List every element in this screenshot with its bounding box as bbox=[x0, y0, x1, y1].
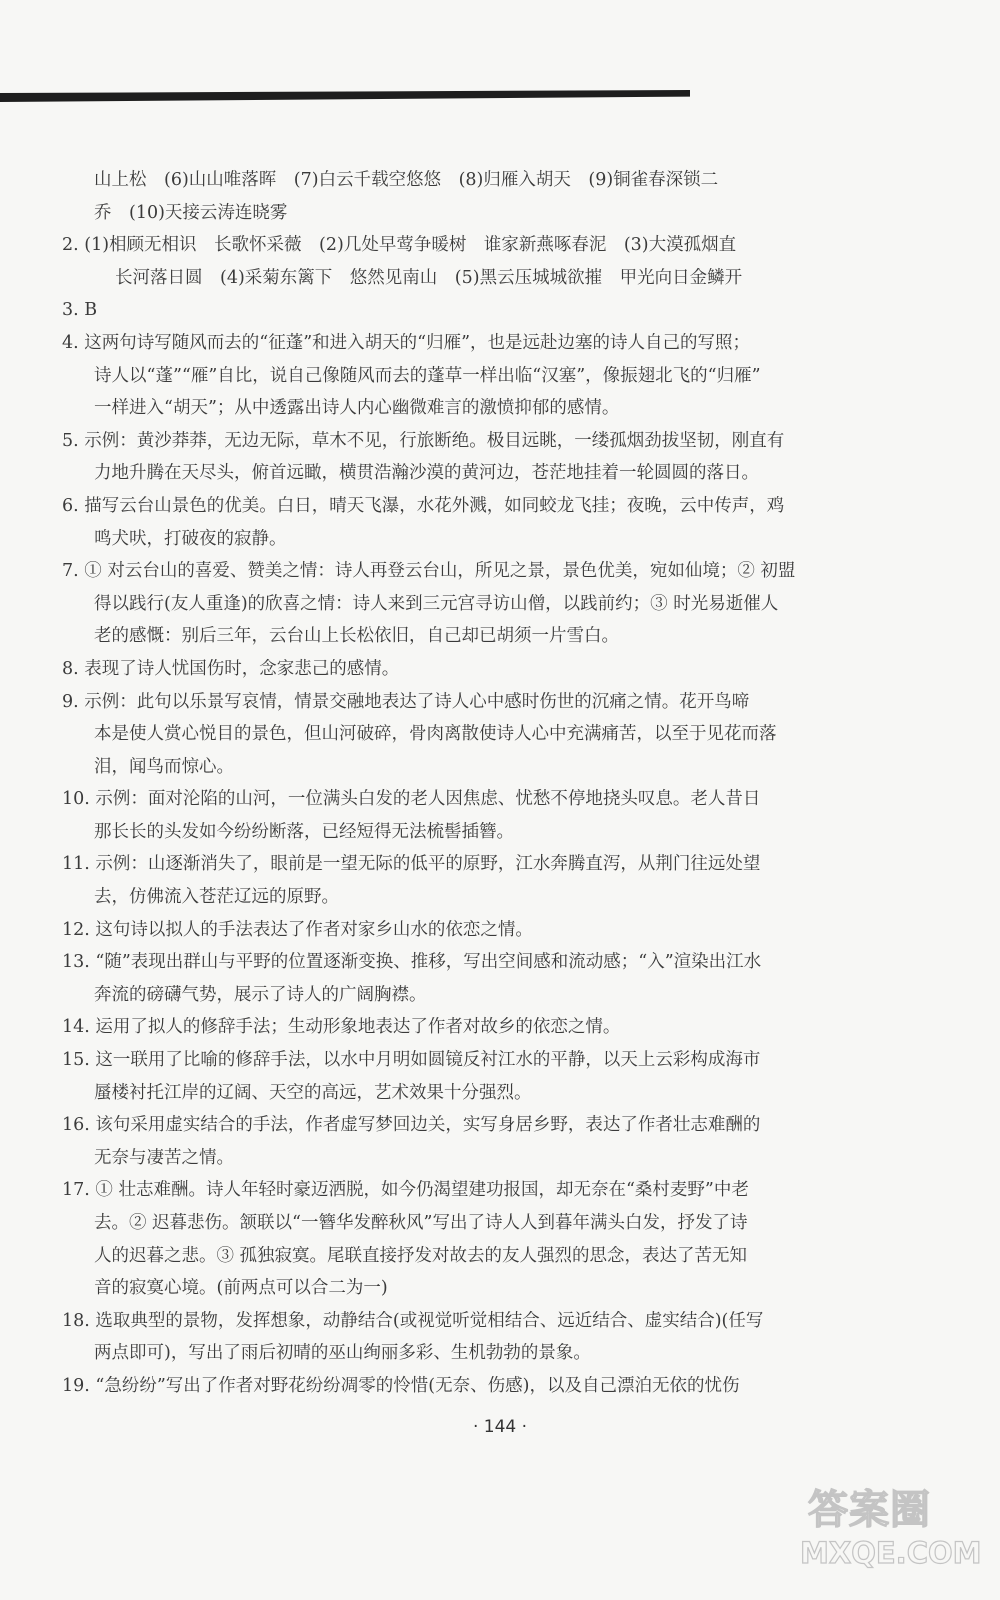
text-line: 4. 这两句诗写随风而去的“征蓬”和进入胡天的“归雁”，也是远赴边塞的诗人自己的写照； bbox=[62, 332, 751, 353]
text-line: 诗人以“蓬”“雁”自比，说自己像随风而去的蓬草一样出临“汉塞”，像振翅北飞的“归雁” bbox=[94, 365, 761, 386]
watermark-chinese: 答案圈 bbox=[808, 1487, 931, 1533]
text-line: 长河落日圆 (4)采菊东篱下 悠然见南山 (5)黑云压城城欲摧 甲光向日金鳞开 bbox=[115, 267, 743, 288]
text-line: 两点即可)，写出了雨后初晴的巫山绚丽多彩、生机勃勃的景象。 bbox=[94, 1343, 591, 1364]
text-line: 那长长的头发如今纷纷断落，已经短得无法梳髻插簪。 bbox=[94, 821, 514, 842]
text-line: 乔 (10)天接云涛连晓雾 bbox=[94, 202, 288, 223]
text-line: 蜃楼衬托江岸的辽阔、天空的高远，艺术效果十分强烈。 bbox=[94, 1082, 532, 1103]
text-line: 鸣犬吠，打破夜的寂静。 bbox=[94, 528, 287, 549]
text-line: 16. 该句采用虚实结合的手法，作者虚写梦回边关，实写身居乡野，表达了作者壮志难酬的 bbox=[62, 1115, 761, 1136]
text-line: 6. 描写云台山景色的优美。白日，晴天飞瀑，水花外溅，如同蛟龙飞挂；夜晚，云中传声，鸡 bbox=[62, 495, 785, 516]
text-line: 12. 这句诗以拟人的手法表达了作者对家乡山水的依恋之情。 bbox=[62, 919, 533, 940]
text-line: 奔流的磅礴气势，展示了诗人的广阔胸襟。 bbox=[94, 984, 427, 1005]
text-line: 山上松 (6)山山唯落晖 (7)白云千载空悠悠 (8)归雁入胡天 (9)铜雀春深锁二 bbox=[94, 170, 719, 190]
text-line: 无奈与凄苦之情。 bbox=[94, 1147, 234, 1168]
text-line: 人的迟暮之悲。③ 孤独寂寞。尾联直接抒发对故去的友人强烈的思念，表达了苦无知 bbox=[94, 1245, 748, 1266]
watermark bbox=[800, 1478, 980, 1588]
text-line: 11. 示例：山逐渐消失了，眼前是一望无际的低平的原野，江水奔腾直泻，从荆门往远处望 bbox=[62, 854, 761, 875]
text-line: 10. 示例：面对沦陷的山河，一位满头白发的老人因焦虑、忧愁不停地挠头叹息。老人昔日 bbox=[62, 789, 761, 810]
text-line: 去。② 迟暮悲伤。颔联以“一簪华发醉秋风”写出了诗人人到暮年满头白发，抒发了诗 bbox=[94, 1213, 748, 1233]
text-line: 2. (1)相顾无相识 长歌怀采薇 (2)几处早莺争暖树 谁家新燕啄春泥 (3)大漠孤烟直 bbox=[62, 235, 737, 256]
text-line: 17. ① 壮志难酬。诗人年轻时豪迈洒脱，如今仍渴望建功报国，却无奈在“桑村麦野”中老 bbox=[62, 1180, 749, 1201]
text-line: 9. 示例：此句以乐景写哀情，情景交融地表达了诗人心中感时伤世的沉痛之情。花开鸟啼 bbox=[62, 691, 750, 712]
top-rule bbox=[0, 90, 690, 102]
text-line: 19. “急纷纷”写出了作者对野花纷纷凋零的怜惜(无奈、伤感)，以及自己漂泊无依的忧伤 bbox=[62, 1375, 740, 1396]
text-line: 14. 运用了拟人的修辞手法；生动形象地表达了作者对故乡的依恋之情。 bbox=[62, 1017, 621, 1038]
page-number: · 144 · bbox=[472, 1417, 528, 1437]
text-line: 15. 这一联用了比喻的修辞手法，以水中月明如圆镜反衬江水的平静，以天上云彩构成海市 bbox=[62, 1050, 761, 1071]
text-line: 3. B bbox=[62, 300, 98, 321]
text-line: 力地升腾在天尽头，俯首远瞰，横贯浩瀚沙漠的黄河边，苍茫地挂着一轮圆圆的落日。 bbox=[94, 463, 759, 484]
text-line: 泪，闻鸟而惊心。 bbox=[94, 756, 234, 777]
text-line: 音的寂寞心境。(前两点可以合二为一) bbox=[94, 1278, 388, 1299]
text-line: 本是使人赏心悦目的景色，但山河破碎，骨肉离散使诗人心中充满痛苦，以至于见花而落 bbox=[94, 724, 777, 745]
text-line: 去，仿佛流入苍茫辽远的原野。 bbox=[94, 887, 339, 908]
text-line: 得以践行(友人重逢)的欣喜之情：诗人来到三元宫寻访山僧，以践前约；③ 时光易逝催人 bbox=[94, 593, 779, 614]
text-line: 13. “随”表现出群山与平野的位置逐渐变换、推移，写出空间感和流动感；“入”渲染出江水 bbox=[62, 952, 762, 973]
text-line: 18. 选取典型的景物，发挥想象，动静结合(或视觉听觉相结合、远近结合、虚实结合)(任写 bbox=[62, 1310, 764, 1331]
text-line: 一样进入“胡天”；从中透露出诗人内心幽微难言的激愤抑郁的感情。 bbox=[94, 398, 620, 419]
text-line: 老的感慨：别后三年，云台山上长松依旧，自己却已胡须一片雪白。 bbox=[94, 626, 619, 647]
text-line: 7. ① 对云台山的喜爱、赞美之情：诗人再登云台山，所见之景，景色优美，宛如仙境；② 初盟 bbox=[62, 561, 796, 582]
answer-text bbox=[62, 164, 862, 1403]
watermark-url: MXQE.COM bbox=[800, 1536, 982, 1570]
text-line: 5. 示例：黄沙莽莽，无边无际，草木不见，行旅断绝。极目远眺，一缕孤烟劲拔坚韧，刚直有 bbox=[62, 430, 785, 451]
text-line: 8. 表现了诗人忧国伤时，念家悲己的感情。 bbox=[62, 658, 400, 679]
